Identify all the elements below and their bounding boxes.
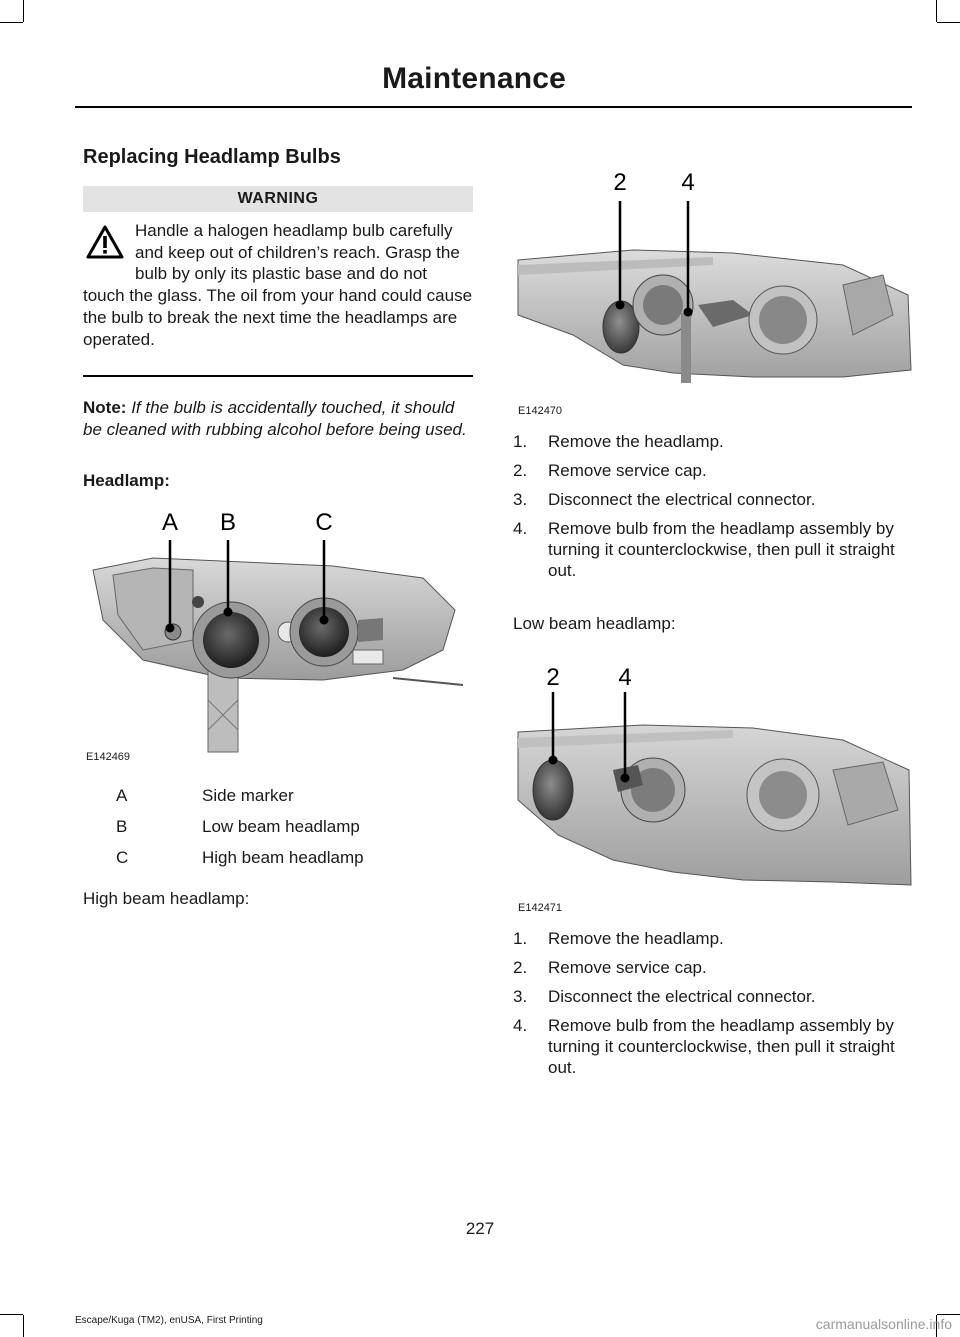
footer-text: Escape/Kuga (TM2), enUSA, First Printing <box>75 1315 263 1326</box>
step-number: 1. <box>513 929 528 948</box>
crop-mark <box>23 1315 24 1337</box>
warning-text <box>83 220 473 350</box>
note-label: Note: <box>83 398 127 417</box>
step-number: 3. <box>513 987 528 1006</box>
step-number: 4. <box>513 519 528 538</box>
list-item <box>513 460 912 481</box>
high-beam-figure <box>513 165 912 415</box>
headlamp-heading: Headlamp: <box>83 471 170 490</box>
crop-mark <box>23 0 24 22</box>
step-text: Remove the headlamp. <box>548 929 724 948</box>
crop-mark <box>937 22 960 23</box>
section-title: Replacing Headlamp Bulbs <box>83 146 341 168</box>
header-rule <box>75 106 912 108</box>
high-beam-heading: High beam headlamp: <box>83 889 250 908</box>
warning-body: Handle a halogen headlamp bulb carefully and keep out of children’s reach. Grasp the bulb by only its plastic base and do not touch the glass. The oil from your hand could cause the bulb to break the next time the headlamps are operated. <box>83 221 473 349</box>
warning-rule <box>83 375 473 377</box>
callout-4: 4 <box>681 169 695 196</box>
callout-2: 2 <box>613 169 627 196</box>
callout-2: 2 <box>546 664 560 691</box>
legend-key: A <box>116 786 128 805</box>
high-beam-steps <box>513 431 912 589</box>
step-number: 2. <box>513 461 528 480</box>
high-beam-illustration <box>513 165 912 400</box>
step-text: Remove the headlamp. <box>548 432 724 451</box>
legend-key: C <box>116 848 129 867</box>
step-number: 2. <box>513 958 528 977</box>
legend-key: B <box>116 817 128 836</box>
step-text: Disconnect the electrical connector. <box>548 987 816 1006</box>
crop-mark <box>937 1314 960 1315</box>
callout-C: C <box>315 509 333 536</box>
step-text: Remove service cap. <box>548 958 707 977</box>
crop-mark <box>0 1314 23 1315</box>
list-item <box>513 928 912 949</box>
figure-code: E142469 <box>86 751 131 763</box>
page-number: 227 <box>465 1219 495 1238</box>
figure-code: E142470 <box>518 405 563 417</box>
list-item <box>513 1015 912 1078</box>
watermark: carmanualsonline.info <box>815 1316 952 1332</box>
low-beam-illustration <box>513 660 912 892</box>
crop-mark <box>936 0 937 22</box>
list-item <box>513 431 912 452</box>
step-number: 3. <box>513 490 528 509</box>
legend-value: Side marker <box>202 786 294 805</box>
page-header-title: Maintenance <box>382 62 566 95</box>
list-item <box>513 489 912 510</box>
step-number: 1. <box>513 432 528 451</box>
step-text: Remove bulb from the headlamp assembly by turning it counterclockwise, then pull it straight out. <box>548 1016 895 1077</box>
headlamp-rear-illustration <box>83 500 475 770</box>
legend-value: Low beam headlamp <box>202 817 360 836</box>
note-text: If the bulb is accidentally touched, it should be cleaned with rubbing alcohol before being used. <box>83 398 467 439</box>
callout-4: 4 <box>618 664 632 691</box>
low-beam-steps <box>513 928 912 1086</box>
crop-mark <box>0 22 23 23</box>
step-text: Remove bulb from the headlamp assembly by turning it counterclockwise, then pull it straight out. <box>548 519 895 580</box>
low-beam-heading: Low beam headlamp: <box>513 614 676 633</box>
note <box>83 397 475 441</box>
list-item <box>513 957 912 978</box>
step-text: Disconnect the electrical connector. <box>548 490 816 509</box>
warning-banner: WARNING <box>83 186 473 212</box>
step-text: Remove service cap. <box>548 461 707 480</box>
legend-value: High beam headlamp <box>202 848 364 867</box>
headlamp-figure <box>83 500 475 770</box>
callout-A: A <box>161 509 179 536</box>
step-number: 4. <box>513 1016 528 1035</box>
list-item <box>513 986 912 1007</box>
list-item <box>513 518 912 581</box>
figure-code: E142471 <box>518 902 563 914</box>
low-beam-figure <box>513 660 912 920</box>
callout-B: B <box>219 509 237 536</box>
